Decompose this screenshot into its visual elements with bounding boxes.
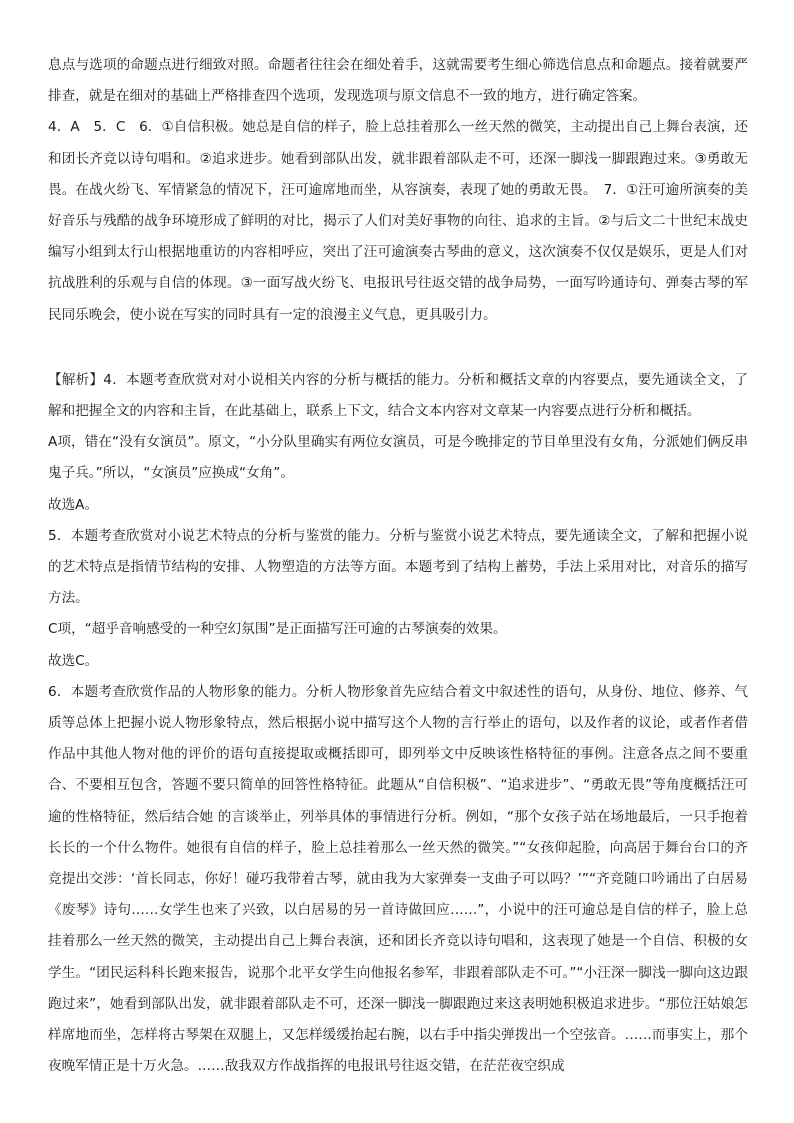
paragraph-option-a: A项，错在“没有女演员”。原文，“小分队里确实有两位女演员，可是今晚排定的节目单里没有女角，分派她们俩反串鬼子兵。”所以，“女演员”应换成“女角”。 <box>48 434 748 482</box>
paragraph-gap <box>48 331 748 365</box>
paragraph-choose-a: 故选A。 <box>48 496 99 513</box>
document-page <box>48 50 748 1083</box>
paragraph-continued: 息点与选项的命题点进行细致对照。命题者往往会在细处着手，这就需要考生细心筛选信息点和命题点。接着就要严排查，就是在细对的基础上严格排查四个选项，发现选项与原文信息不一致的地方，进行确定答案。 <box>48 57 748 105</box>
paragraph-analysis-6: 6．本题考查欣赏作品的人物形象的能力。分析人物形象首先应结合着文中叙述性的语句，从身份、地位、修养、气质等总体上把握小说人物形象特点，然后根据小说中描写这个人物的言行举止的语句，以及作者的议论，或者作者借作品中其他人物对他的评价的语句直接提取或概括即可，即列举文中反映该性格特征的事例。注意各点之间不要重合、不要相互包含，答题不要只简单的回答性格特征。此题从“自信积极”、“追求进步”、“勇敢无畏”等角度概括汪可逾的性格特征，然后结合她 的言谈举止，列举具体的事情进行分析。例如，“那个女孩子站在场地最后，一只手抱着长长的一个什么物件。她很有自信的样子，脸上总挂着那么一丝天然的微笑。”“女孩仰起脸，向高居于舞台台口的齐竞提出交涉：‘首长同志，你好！碰巧我带着古琴，就由我为大家弹奏一支曲子可以吗？’”“齐竞随口吟诵出了白居易《废琴》诗句……女学生也来了兴致，以白居易的另一首诗做回应……”，小说中的汪可逾总是自信的样子，脸上总挂着那么一丝天然的微笑，主动提出自己上舞台表演，还和团长齐竞以诗句唱和，这表现了她是一个自信、积极的女学生。“团民运科科长跑来报告，说那个北平女学生向他报名参军，非跟着部队走不可。”“小汪深一脚浅一脚向这边跟跑过来”，她看到部队出发，就非跟着部队走不可，还深一脚浅一脚跟跑过来这表明她积极追求进步。“那位汪姑娘怎样席地而坐，怎样将古琴架在双腿上，又怎样缓缓抬起右腕，以右手中指尖弹拨出一个空弦音。……而事实上，那个夜晚军情正是十万火急。……敌我双方作战指挥的电报讯号往返交错，在茫茫夜空织成 <box>48 683 748 1075</box>
paragraph-option-c: C项，“超乎音响感受的一种空幻氛围”是正面描写汪可逾的古琴演奏的效果。 <box>48 621 507 638</box>
paragraph-analysis-5: 5．本题考查欣赏对小说艺术特点的分析与鉴赏的能力。分析与鉴赏小说艺术特点，要先通读全文，了解和把握小说的艺术特点是指情节结构的安排、人物塑造的方法等方面。本题考到了结构上蓄势，手法上采用对比，对音乐的描写方法。 <box>48 527 748 607</box>
paragraph-choose-c: 故选C。 <box>48 652 99 669</box>
paragraph-answers: 4．A 5．C 6．①自信积极。她总是自信的样子，脸上总挂着那么一丝天然的微笑，主动提出自己上舞台表演，还和团长齐竞以诗句唱和。②追求进步。她看到部队出发，就非跟着部队走不可，还深一脚浅一脚跟跑过来。③勇敢无畏。在战火纷飞、军情紧急的情况下，汪可逾席地而坐，从容演奏，表现了她的勇敢无畏。 7．①汪可逾所演奏的美好音乐与残酷的战争环境形成了鲜明的对比，揭示了人们对美好事物的向往、追求的主旨。②与后文二十世纪末战史编写小组到太行山根据地重访的内容相呼应，突出了汪可逾演奏古琴曲的意义，这次演奏不仅仅是娱乐，更是人们对抗战胜利的乐观与自信的体现。③一面写战火纷飞、电报讯号往返交错的战争局势，一面写吟通诗句、弹奏古琴的军民同乐晚会，使小说在写实的同时具有一定的浪漫主义气息，更具吸引力。 <box>48 119 748 323</box>
paragraph-analysis-4: 【解析】4．本题考查欣赏对对小说相关内容的分析与概括的能力。分析和概括文章的内容要点，要先通读全文，了解和把握全文的内容和主旨，在此基础上，联系上下文，结合文本内容对文章某一内容要点进行分析和概括。 <box>48 371 748 420</box>
